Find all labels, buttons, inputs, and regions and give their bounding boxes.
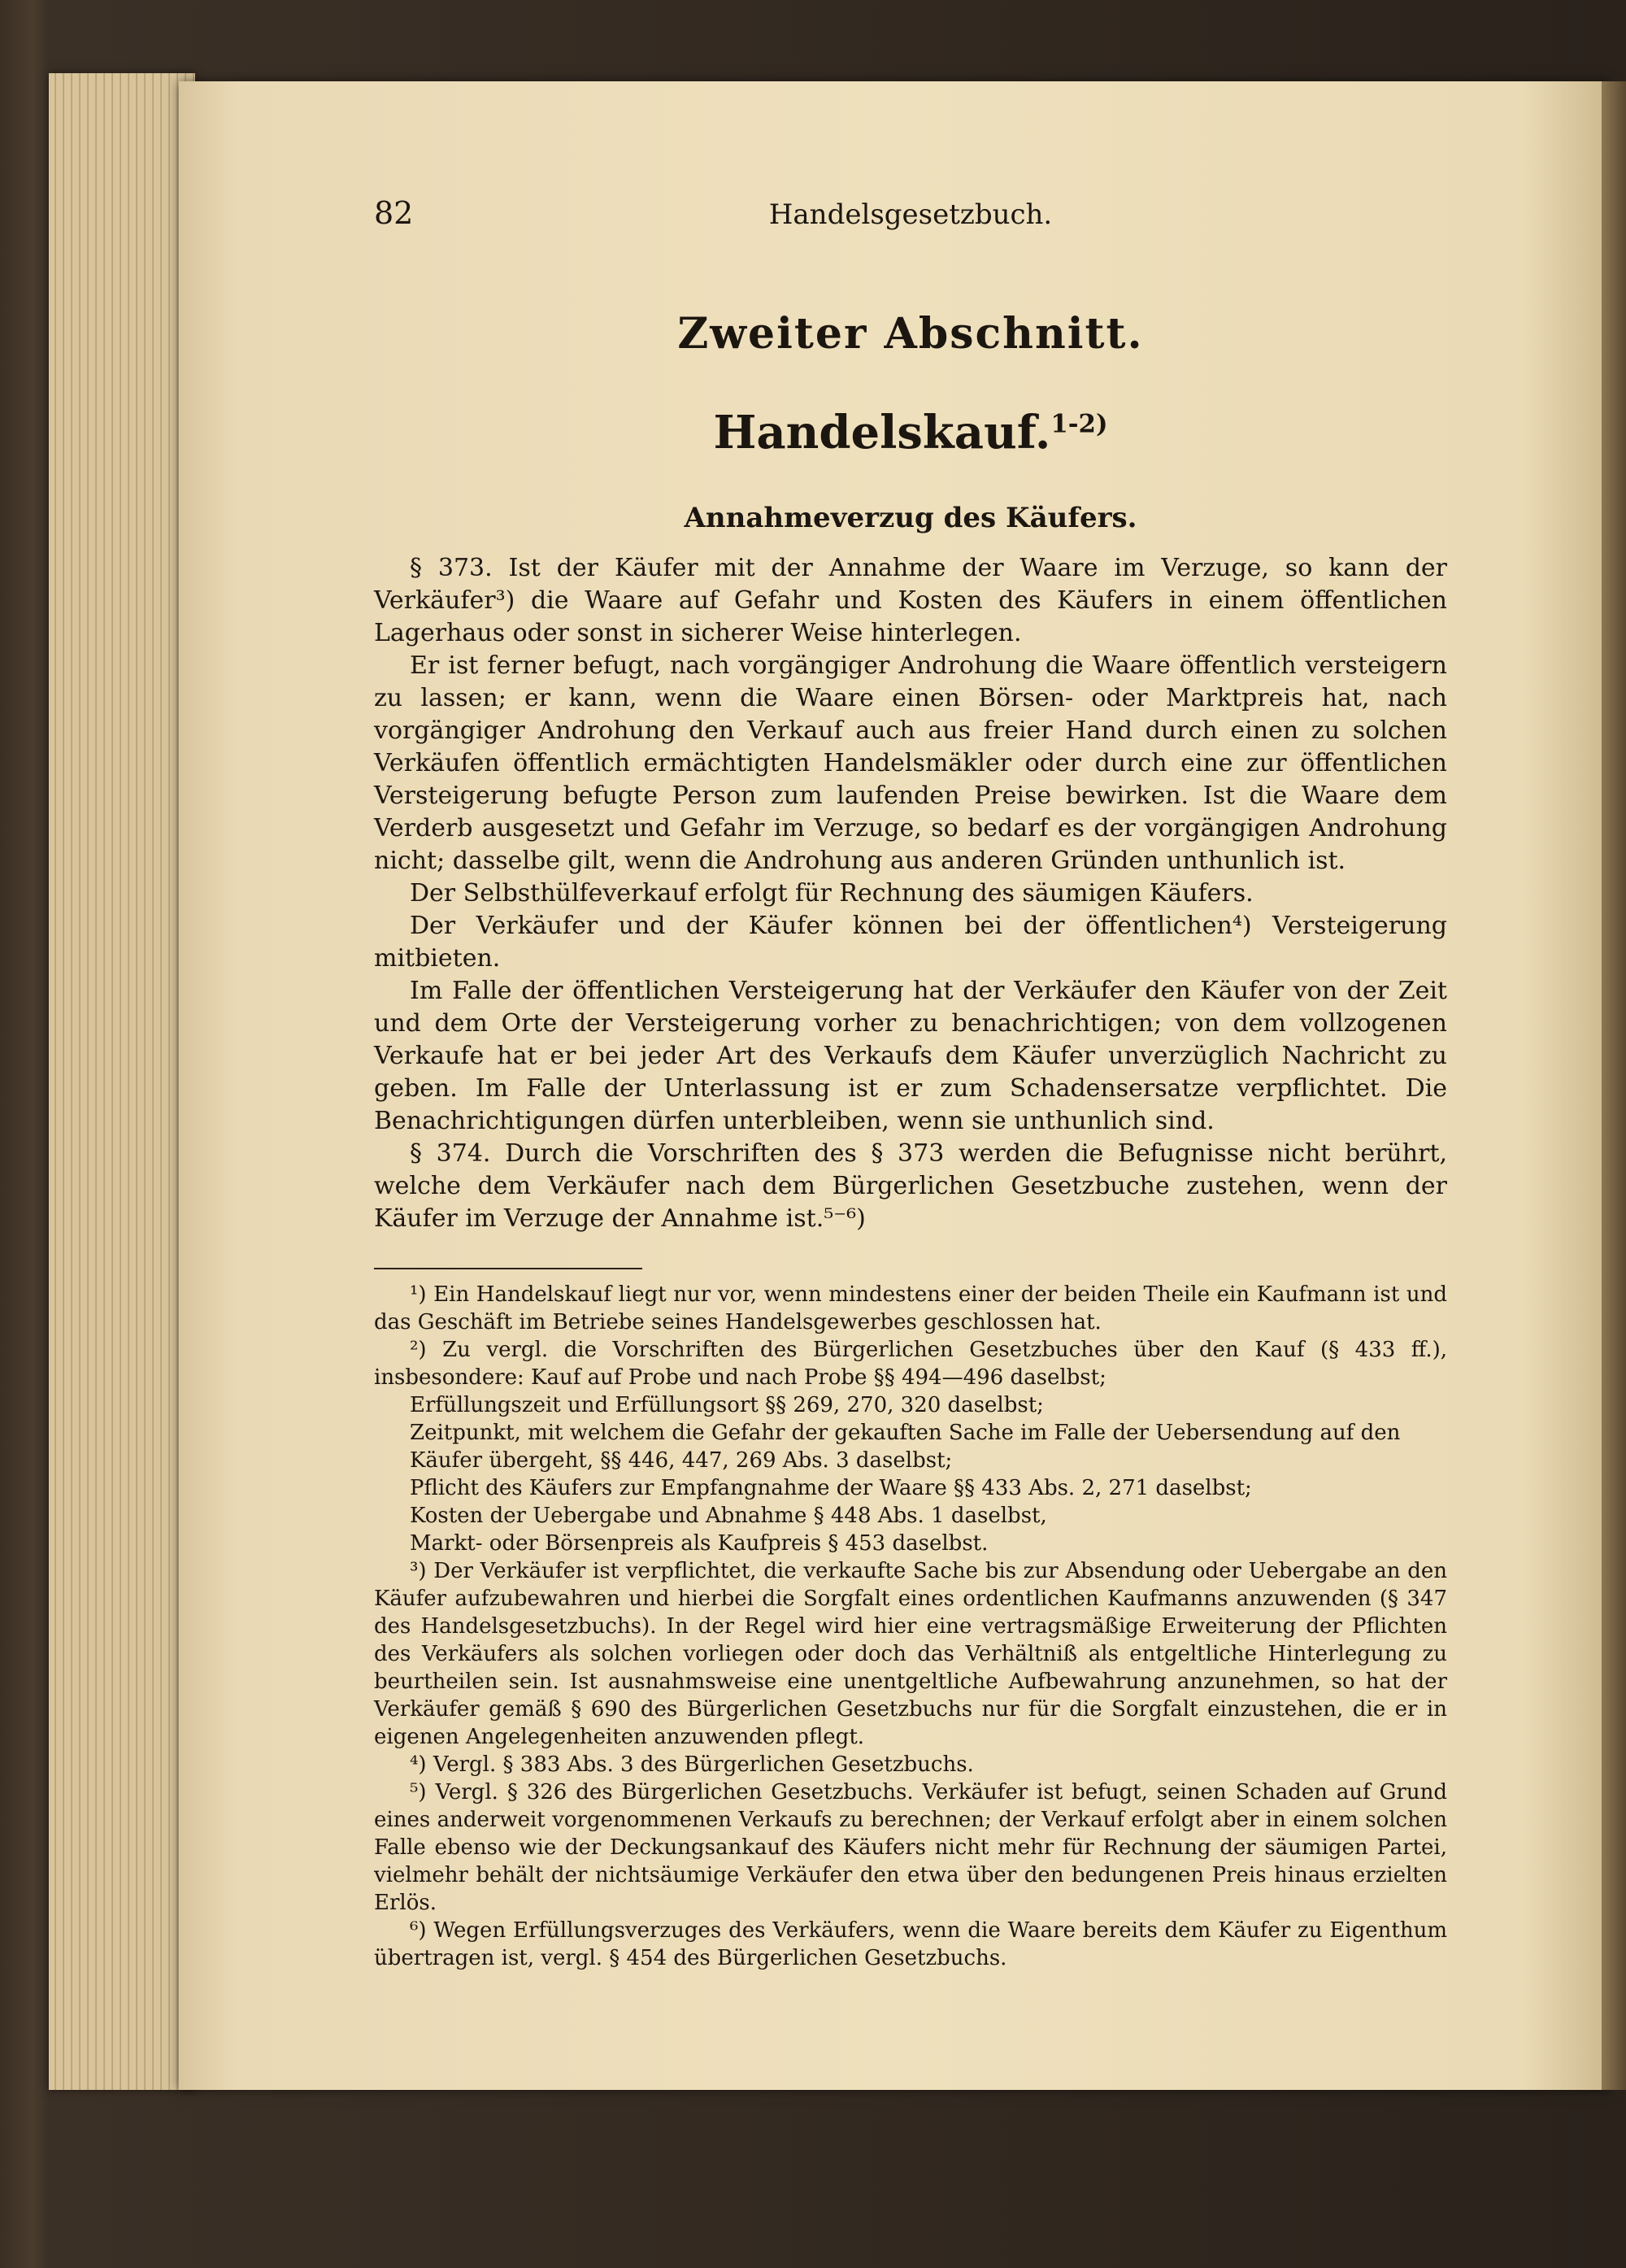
footnote-1: ¹) Ein Handelskauf liegt nur vor, wenn mindestens einer der beiden Theile ein Kaufmann ist und das Geschäft im Betriebe seines Handelsgewerbes geschlossen hat.: [374, 1282, 1447, 1334]
footnote-4: ⁴) Vergl. § 383 Abs. 3 des Bürgerlichen Gesetzbuchs.: [410, 1752, 974, 1777]
page-header: [374, 195, 1447, 252]
footnote-divider: [374, 1268, 642, 1269]
paragraph: Der Verkäufer und der Käufer können bei der öffentlichen⁴) Versteigerung mitbieten.: [374, 912, 1447, 973]
page-content: [374, 195, 1447, 1972]
footnote-2-item: Markt- oder Börsenpreis als Kaufpreis § 453 daselbst.: [410, 1531, 989, 1556]
running-head: Handelsgesetzbuch.: [768, 198, 1053, 231]
footnote-6: ⁶) Wegen Erfüllungsverzuges des Verkäufers, wenn die Waare bereits dem Käufer zu Eigenthum übertragen ist, vergl. § 454 des Bürgerlichen Gesetzbuchs.: [374, 1918, 1447, 1970]
book-right-edge: [1602, 81, 1626, 2090]
paragraph: Er ist ferner befugt, nach vorgängiger Androhung die Waare öffentlich versteigern zu lassen; er kann, wenn die Waare einen Börsen- oder Marktpreis hat, nach vorgängiger Androhung den Verkauf auch aus freier Hand durch einen zu solchen Verkäufen öffentlich ermächtigten Handelsmäkler oder durch eine zur öffentlichen Versteigerung befugte Person zum laufenden Preise bewirken. Ist die Waare dem Verderb ausgesetzt und Gefahr im Verzuge, so bedarf es der vorgängigen Androhung nicht; dasselbe gilt, wenn die Androhung aus anderen Gründen unthunlich ist.: [374, 651, 1447, 875]
section-title: Zweiter Abschnitt.: [677, 309, 1144, 359]
paragraph: Im Falle der öffentlichen Versteigerung hat der Verkäufer den Käufer von der Zeit und dem Orte der Versteigerung vorher zu benachrichtigen; von dem vollzogenen Verkaufe hat er bei jeder Art des Verkaufs dem Käufer unverzüglich Nachricht zu geben. Im Falle der Unterlassung ist er zum Schadensersatze verpflichtet. Die Benachrichtigungen dürfen unterbleiben, wenn sie unthunlich sind.: [374, 977, 1447, 1135]
footnote-2-item: Pflicht des Käufers zur Empfangnahme der Waare §§ 433 Abs. 2, 271 daselbst;: [410, 1476, 1252, 1500]
footnote-2: ²) Zu vergl. die Vorschriften des Bürgerlichen Gesetzbuches über den Kauf (§ 433 ff.), insbesondere: Kauf auf Probe und nach Probe §§ 494—496 daselbst;: [374, 1338, 1447, 1390]
chapter-title: [374, 406, 1447, 459]
paragraph: § 374. Durch die Vorschriften des § 373 werden die Befugnisse nicht berührt, welche dem Verkäufer nach dem Bürgerlichen Gesetzbuche zustehen, wenn der Käufer im Verzuge der Annahme ist.⁵⁻⁶): [374, 1139, 1447, 1233]
footnote-2-item: Kosten der Uebergabe und Abnahme § 448 Abs. 1 daselbst,: [410, 1504, 1047, 1528]
chapter-title-text: Handelskauf.: [713, 406, 1051, 459]
paragraph: Der Selbsthülfeverkauf erfolgt für Rechnung des säumigen Käufers.: [410, 879, 1254, 908]
footnote-3: ³) Der Verkäufer ist verpflichtet, die verkaufte Sache bis zur Absendung oder Uebergabe an den Käufer aufzubewahren und hierbei die Sorgfalt eines ordentlichen Kaufmanns anzuwenden (§ 347 des Handelsgesetzbuchs). In der Regel wird hier eine vertragsmäßige Erweiterung der Pflichten des Verkäufers als solchen vorliegen oder doch das Verhältniß als entgeltliche Hinterlegung zu beurtheilen sein. Ist ausnahmsweise eine unentgeltliche Aufbewahrung anzunehmen, so hat der Verkäufer gemäß § 690 des Bürgerlichen Gesetzbuchs nur für die Sorgfalt einzustehen, die er in eigenen Angelegenheiten anzuwenden pflegt.: [374, 1559, 1447, 1749]
footnote-5: ⁵) Vergl. § 326 des Bürgerlichen Gesetzbuchs. Verkäufer ist befugt, seinen Schaden auf Grund eines anderweit vorgenommenen Verkaufs zu berechnen; der Verkauf erfolgt aber in einem solchen Falle ebenso wie der Deckungsankauf des Käufers nicht mehr für Rechnung der säumigen Partei, vielmehr behält der nichtsäumige Verkäufer den etwa über den bedungenen Preis hinaus erzielten Erlös.: [374, 1780, 1447, 1915]
paragraph: § 373. Ist der Käufer mit der Annahme der Waare im Verzuge, so kann der Verkäufer³) die Waare auf Gefahr und Kosten des Käufers in einem öffentlichen Lagerhaus oder sonst in sicherer Weise hinterlegen.: [374, 554, 1447, 647]
footnote-2-item: Zeitpunkt, mit welchem die Gefahr der gekauften Sache im Falle der Uebersendung auf den Käufer übergeht, §§ 446, 447, 269 Abs. 3 daselbst;: [410, 1421, 1401, 1473]
chapter-footnote-ref: 1-2): [1050, 409, 1108, 439]
subheading: Annahmeverzug des Käufers.: [684, 502, 1137, 534]
page-number: 82: [374, 195, 414, 231]
footnote-2-item: Erfüllungszeit und Erfüllungsort §§ 269, 270, 320 daselbst;: [410, 1393, 1044, 1417]
page-edges: [49, 73, 195, 2090]
